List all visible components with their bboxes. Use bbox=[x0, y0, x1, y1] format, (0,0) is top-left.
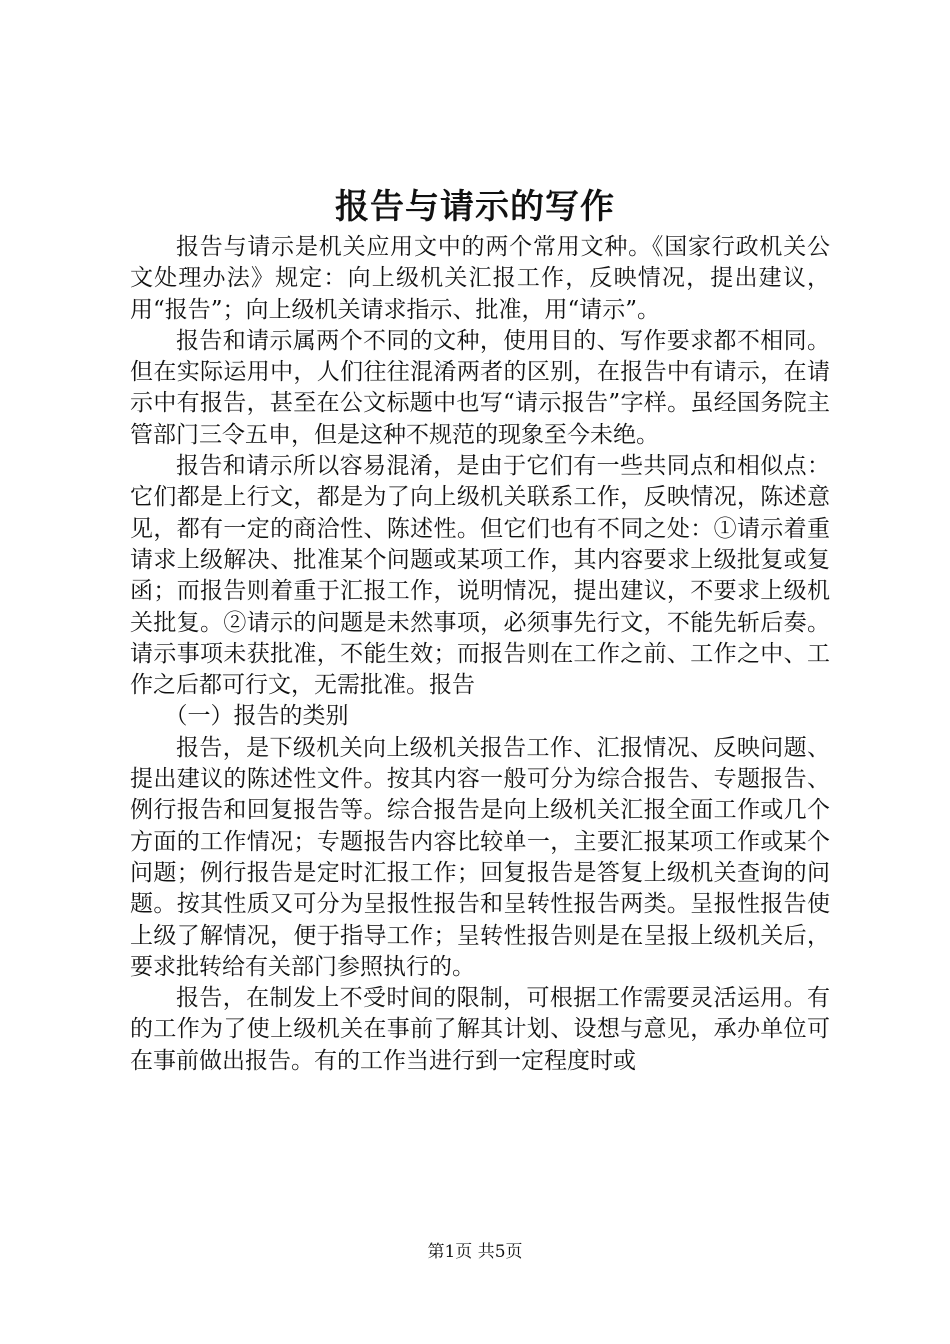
paragraph-3: 报告和请示所以容易混淆，是由于它们有一些共同点和相似点：它们都是上行文，都是为了向上级机关联系工作，反映情况，陈述意见，都有一定的商洽性、陈述性。但它们也有不同之处：①请示着重请求上级解决、批准某个问题或某项工作，其内容要求上级批复或复函；而报告则着重于汇报工作，说明情况，提出建议，不要求上级机关批复。②请示的问题是未然事项，必须事先行文，不能先斩后奏。请示事项未获批准，不能生效；而报告则在工作之前、工作之中、工作之后都可行文，无需批准。报告 bbox=[130, 453, 830, 699]
paragraph-1: 报告与请示是机关应用文中的两个常用文种。《国家行政机关公文处理办法》规定：向上级机关汇报工作，反映情况，提出建议，用“报告”；向上级机关请求指示、批准，用“请示”。 bbox=[130, 234, 830, 323]
section-heading: （一）报告的类别 bbox=[164, 703, 349, 730]
document-title: 报告与请示的写作 bbox=[335, 187, 615, 227]
document-body bbox=[130, 232, 830, 1077]
paragraph-5: 报告，在制发上不受时间的限制，可根据工作需要灵活运用。有的工作为了使上级机关在事前了解其计划、设想与意见，承办单位可在事前做出报告。有的工作当进行到一定程度时或 bbox=[130, 985, 830, 1074]
page-footer: 第1页 共5页 bbox=[427, 1242, 523, 1262]
paragraph-4: 报告，是下级机关向上级机关报告工作、汇报情况、反映问题、提出建议的陈述性文件。按其内容一般可分为综合报告、专题报告、例行报告和回复报告等。综合报告是向上级机关汇报全面工作或几个方面的工作情况；专题报告内容比较单一，主要汇报某项工作或某个问题；例行报告是定时汇报工作；回复报告是答复上级机关查询的问题。按其性质又可分为呈报性报告和呈转性报告两类。呈报性报告使上级了解情况，便于指导工作；呈转性报告则是在呈报上级机关后，要求批转给有关部门参照执行的。 bbox=[130, 734, 830, 980]
paragraph-2: 报告和请示属两个不同的文种，使用目的、写作要求都不相同。但在实际运用中，人们往往混淆两者的区别，在报告中有请示，在请示中有报告，甚至在公文标题中也写“请示报告”字样。虽经国务院主管部门三令五申，但是这种不规范的现象至今未绝。 bbox=[130, 327, 830, 448]
